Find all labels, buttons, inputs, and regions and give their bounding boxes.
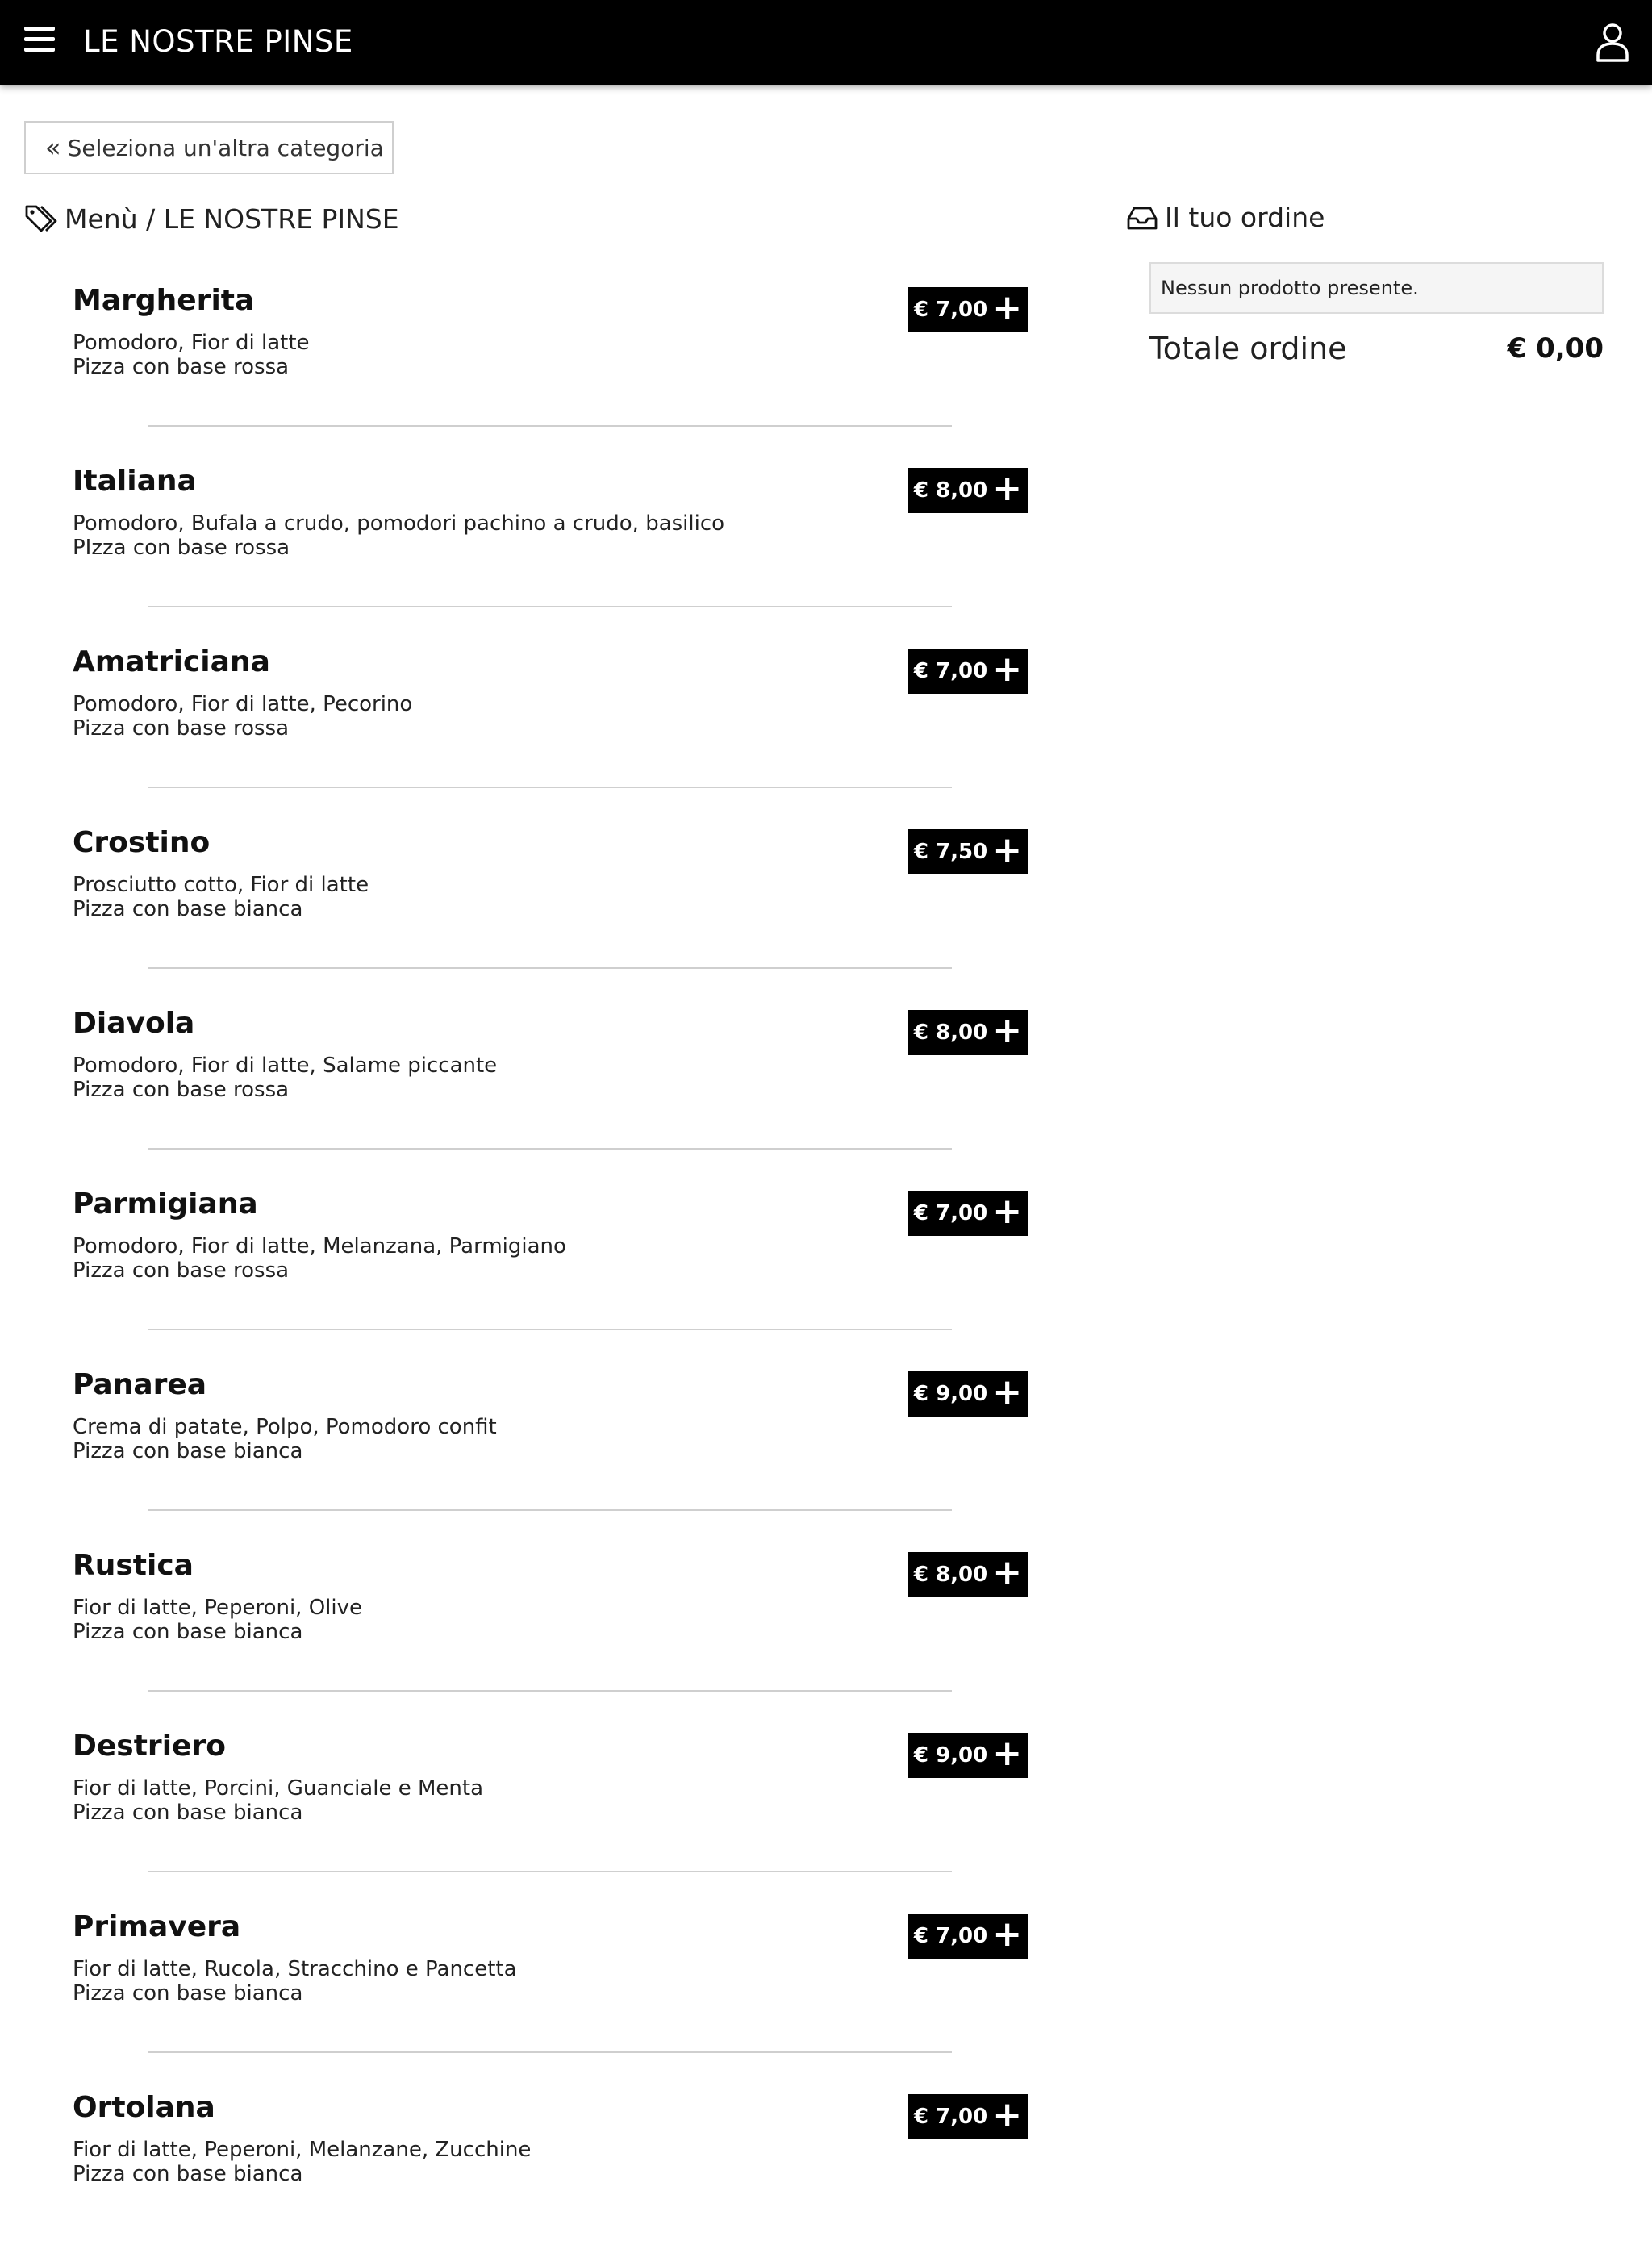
product-ingredients: Fior di latte, Rucola, Stracchino e Pancetta: [73, 1957, 517, 1981]
plus-icon: +: [992, 2094, 1023, 2135]
order-empty-message: Nessun prodotto presente.: [1149, 262, 1604, 314]
product-name: Rustica: [73, 1549, 194, 1582]
plus-icon: +: [992, 1552, 1023, 1593]
divider: [148, 2051, 952, 2053]
select-category-button[interactable]: [24, 121, 394, 174]
product-price: € 7,00: [913, 1924, 988, 1948]
product-base: Pizza con base bianca: [73, 2162, 303, 2186]
product-price: € 8,00: [913, 1020, 988, 1045]
plus-icon: +: [992, 287, 1023, 328]
product-name: Parmigiana: [73, 1187, 258, 1221]
divider: [148, 967, 952, 969]
plus-icon: +: [992, 1010, 1023, 1051]
product-description: [73, 1415, 497, 1463]
product-description: [73, 873, 369, 921]
product-ingredients: Fior di latte, Porcini, Guanciale e Menta: [73, 1776, 484, 1801]
divider: [148, 1148, 952, 1150]
product-base: PIzza con base rossa: [73, 536, 290, 560]
order-title: Il tuo ordine: [1165, 202, 1325, 233]
add-to-order-button[interactable]: [908, 1552, 1028, 1597]
product-item: [73, 274, 1028, 455]
breadcrumb: [24, 202, 399, 236]
add-to-order-button[interactable]: [908, 287, 1028, 332]
page-title: LE NOSTRE PINSE: [83, 24, 353, 59]
order-total-value: € 0,00: [1507, 332, 1604, 365]
plus-icon: +: [992, 1914, 1023, 1955]
product-name: Diavola: [73, 1007, 195, 1040]
product-name: Destriero: [73, 1730, 226, 1763]
product-description: [73, 1234, 566, 1283]
product-item: [73, 455, 1028, 636]
product-ingredients: Pomodoro, Fior di latte, Pecorino: [73, 692, 413, 716]
divider: [148, 1871, 952, 1872]
product-item: [73, 1720, 1028, 1901]
product-description: [73, 692, 412, 741]
product-item: [73, 636, 1028, 816]
product-base: Pizza con base bianca: [73, 1981, 303, 2005]
product-base: Pizza con base rossa: [73, 716, 290, 741]
product-name: Primavera: [73, 1910, 241, 1943]
add-to-order-button[interactable]: [908, 1733, 1028, 1778]
top-bar: [0, 0, 1652, 85]
product-price: € 7,00: [913, 659, 988, 683]
product-description: [73, 1054, 497, 1102]
product-ingredients: Fior di latte, Peperoni, Olive: [73, 1596, 363, 1620]
product-price: € 8,00: [913, 1563, 988, 1587]
product-price: € 9,00: [913, 1382, 988, 1406]
product-base: Pizza con base bianca: [73, 1439, 303, 1463]
select-category-label: Seleziona un'altra categoria: [67, 134, 384, 161]
product-item: [73, 1901, 1028, 2081]
product-ingredients: Pomodoro, Fior di latte, Salame piccante: [73, 1054, 498, 1078]
product-base: Pizza con base rossa: [73, 1258, 290, 1283]
product-price: € 7,00: [913, 298, 988, 322]
product-ingredients: Pomodoro, Fior di latte: [73, 331, 310, 355]
product-item: [73, 816, 1028, 997]
product-name: Ortolana: [73, 2091, 215, 2124]
product-base: Pizza con base rossa: [73, 1078, 290, 1102]
product-name: Crostino: [73, 826, 211, 859]
product-base: Pizza con base bianca: [73, 897, 303, 921]
divider: [148, 425, 952, 427]
plus-icon: +: [992, 1191, 1023, 1232]
product-item: [73, 1358, 1028, 1539]
add-to-order-button[interactable]: [908, 829, 1028, 874]
plus-icon: +: [992, 829, 1023, 870]
product-item: [73, 1539, 1028, 1720]
divider: [148, 1690, 952, 1692]
product-description: [73, 331, 310, 379]
hamburger-icon[interactable]: [24, 27, 55, 57]
product-price: € 7,00: [913, 2105, 988, 2129]
add-to-order-button[interactable]: [908, 1010, 1028, 1055]
product-price: € 9,00: [913, 1743, 988, 1767]
product-list: [73, 274, 1028, 2262]
divider: [148, 787, 952, 788]
add-to-order-button[interactable]: [908, 1914, 1028, 1959]
product-base: Pizza con base rossa: [73, 355, 290, 379]
product-ingredients: Prosciutto cotto, Fior di latte: [73, 873, 369, 897]
add-to-order-button[interactable]: [908, 1191, 1028, 1236]
product-description: [73, 1957, 517, 2005]
product-base: Pizza con base bianca: [73, 1620, 303, 1644]
product-ingredients: Fior di latte, Peperoni, Melanzane, Zucchine: [73, 2138, 532, 2162]
add-to-order-button[interactable]: [908, 649, 1028, 694]
divider: [148, 606, 952, 607]
order-header: [1126, 202, 1325, 233]
product-name: Margherita: [73, 284, 255, 317]
order-total-label: Totale ordine: [1149, 331, 1347, 366]
product-item: [73, 1178, 1028, 1358]
divider: [148, 1509, 952, 1511]
product-name: Amatriciana: [73, 645, 270, 678]
product-price: € 8,00: [913, 478, 988, 503]
product-ingredients: Crema di patate, Polpo, Pomodoro confit: [73, 1415, 497, 1439]
product-ingredients: Pomodoro, Bufala a crudo, pomodori pachino a crudo, basilico: [73, 511, 725, 536]
tags-icon: [24, 202, 58, 236]
product-description: [73, 2138, 531, 2186]
product-item: [73, 2081, 1028, 2262]
plus-icon: +: [992, 468, 1023, 509]
product-ingredients: Pomodoro, Fior di latte, Melanzana, Parmigiano: [73, 1234, 566, 1258]
user-icon[interactable]: [1596, 23, 1629, 63]
double-chevron-left-icon: «: [45, 132, 61, 163]
product-name: Italiana: [73, 465, 197, 498]
add-to-order-button[interactable]: [908, 1371, 1028, 1417]
inbox-icon: [1126, 204, 1158, 232]
add-to-order-button[interactable]: [908, 2094, 1028, 2139]
product-name: Panarea: [73, 1368, 207, 1401]
product-price: € 7,00: [913, 1201, 988, 1225]
plus-icon: +: [992, 1371, 1023, 1413]
add-to-order-button[interactable]: [908, 468, 1028, 513]
product-base: Pizza con base bianca: [73, 1801, 303, 1825]
plus-icon: +: [992, 1733, 1023, 1774]
breadcrumb-text: Menù / LE NOSTRE PINSE: [65, 202, 399, 235]
product-description: [73, 1776, 483, 1825]
plus-icon: +: [992, 649, 1023, 690]
product-item: [73, 997, 1028, 1178]
product-description: [73, 511, 724, 560]
product-description: [73, 1596, 362, 1644]
product-price: € 7,50: [913, 840, 988, 864]
divider: [148, 1329, 952, 1330]
